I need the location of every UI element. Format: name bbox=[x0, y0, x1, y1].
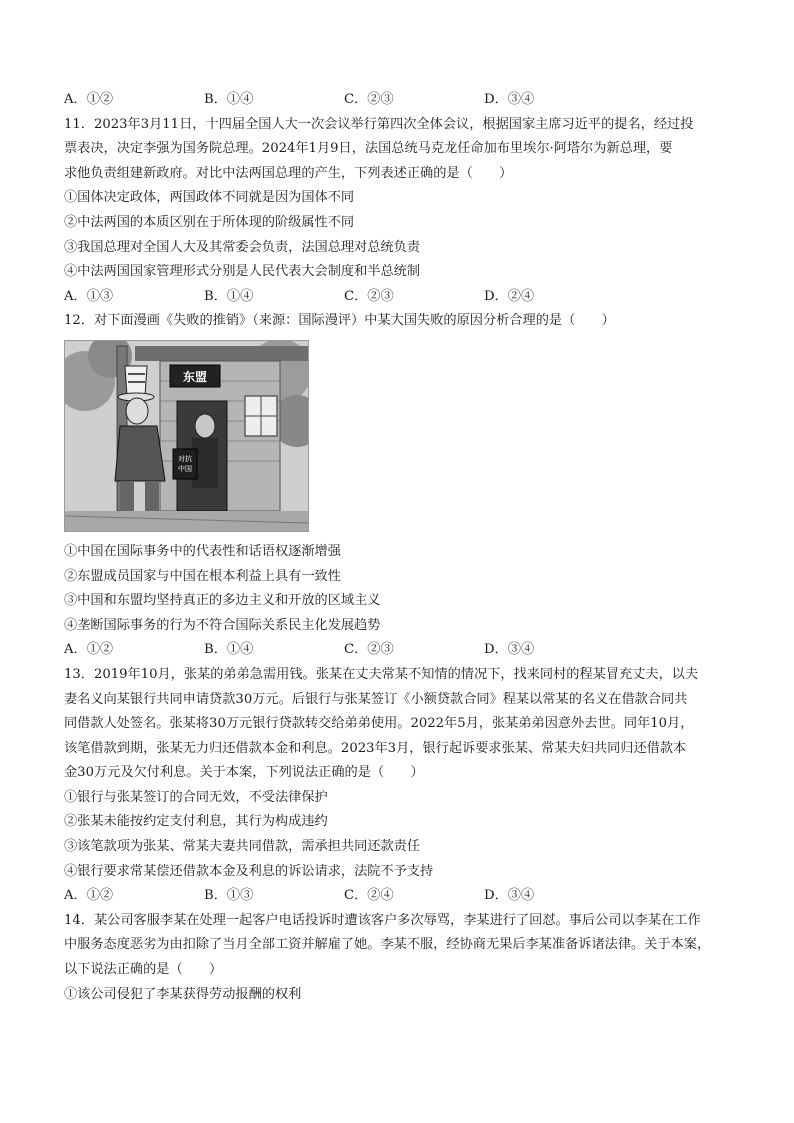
option-b: B．①③ bbox=[204, 888, 254, 904]
statement-item: ②张某未能按约定支付利息，其行为构成违约 bbox=[64, 814, 328, 830]
statement-item: ④中法两国国家管理形式分别是人民代表大会制度和半总统制 bbox=[64, 264, 421, 280]
option-c: C．②④ bbox=[344, 888, 394, 904]
option-a: A．①② bbox=[64, 92, 114, 107]
option-a: A．①② bbox=[64, 888, 114, 904]
box-text-2: 中国 bbox=[178, 464, 192, 473]
option-c: C．②③ bbox=[344, 642, 394, 658]
box-text-1: 对抗 bbox=[178, 454, 192, 463]
statement-item: ②东盟成员国家与中国在根本利益上具有一致性 bbox=[64, 568, 341, 584]
question-stem: 中服务态度恶劣为由扣除了当月全部工资并解雇了她。李某不服，经协商无果后李某准备诉诸法律。关于本案， bbox=[64, 937, 711, 953]
question-stem: 该笔借款到期，张某无力归还借款本金和利息。2023年3月，银行起诉要求张某、常某夫妇共同归还借款本 bbox=[64, 740, 687, 756]
question-stem: 13．2019年10月，张某的弟弟急需用钱。张某在丈夫常某不知情的情况下，找来同村的程某冒充丈夫，以夫 bbox=[64, 666, 699, 682]
option-c: C．②③ bbox=[344, 92, 394, 107]
question-12 bbox=[64, 309, 732, 663]
question-14 bbox=[64, 909, 732, 1007]
question-11 bbox=[64, 113, 732, 310]
question-stem: 求他负责组建新政府。对比中法两国总理的产生，下列表述正确的是（ ） bbox=[64, 165, 513, 181]
option-d: D．③④ bbox=[484, 92, 535, 107]
option-b: B．①④ bbox=[204, 642, 254, 658]
question-stem: 11．2023年3月11日，十四届全国人大一次会议举行第四次全体会议，根据国家主席习近平的提名，经过投 bbox=[64, 116, 694, 132]
question-13 bbox=[64, 663, 732, 909]
statement-item: ④银行要求常某偿还借款本金及利息的诉讼请求，法院不予支持 bbox=[64, 863, 434, 879]
option-d: D．③④ bbox=[484, 888, 535, 904]
statement-item: ①国体决定政体，两国政体不同就是因为国体不同 bbox=[64, 190, 355, 206]
question-stem: 12．对下面漫画《失败的推销》（来源：国际漫评）中某大国失败的原因分析合理的是（ ） bbox=[64, 313, 615, 329]
statement-item: ①中国在国际事务中的代表性和话语权逐渐增强 bbox=[64, 543, 341, 559]
q10-options bbox=[64, 88, 732, 113]
question-stem: 同借款人处签名。张某将30万元银行贷款转交给弟弟使用。2022年5月，张某弟弟因意外去世。同年10月， bbox=[64, 716, 694, 732]
option-a: A．①③ bbox=[64, 288, 114, 304]
option-b: B．①④ bbox=[204, 92, 254, 107]
answer-options bbox=[64, 884, 732, 909]
cartoon-image bbox=[64, 340, 309, 532]
statement-item: ④垄断国际事务的行为不符合国际关系民主化发展趋势 bbox=[64, 617, 381, 633]
answer-options bbox=[64, 638, 732, 663]
statement-item: ③中国和东盟均坚持真正的多边主义和开放的区域主义 bbox=[64, 593, 381, 609]
statement-item: ③该笔款项为张某、常某夫妻共同借款，需承担共同还款责任 bbox=[64, 839, 421, 855]
statement-item: ③我国总理对全国人大及其常委会负责，法国总理对总统负责 bbox=[64, 239, 421, 255]
statement-item: ②中法两国的本质区别在于所体现的阶级属性不同 bbox=[64, 214, 355, 230]
cartoon-illustration bbox=[65, 341, 308, 531]
exam-page bbox=[64, 88, 732, 1007]
answer-options bbox=[64, 285, 732, 310]
question-stem: 14．某公司客服李某在处理一起客户电话投诉时遭该客户多次辱骂，李某进行了回怼。事后公司以李某在工作 bbox=[64, 912, 701, 928]
option-d: D．③④ bbox=[484, 642, 535, 658]
statement-item: ①银行与张某签订的合同无效，不受法律保护 bbox=[64, 789, 328, 805]
question-stem: 妻名义向某银行共同申请贷款30万元。后银行与张某签订《小额贷款合同》程某以常某的名义在借款合同共 bbox=[64, 691, 688, 707]
sign-text: 东盟 bbox=[182, 369, 208, 384]
question-stem: 票表决，决定李强为国务院总理。2024年1月9日，法国总统马克龙任命加布里埃尔·阿塔尔为新总理，要 bbox=[64, 141, 673, 157]
option-c: C．②③ bbox=[344, 288, 394, 304]
option-a: A．①② bbox=[64, 642, 114, 658]
option-d: D．②④ bbox=[484, 288, 535, 304]
question-stem: 以下说法正确的是（ ） bbox=[64, 962, 223, 978]
statement-item: ①该公司侵犯了李某获得劳动报酬的权利 bbox=[64, 986, 302, 1002]
option-b: B．①④ bbox=[204, 288, 254, 304]
question-stem: 金30万元及欠付利息。关于本案，下列说法正确的是（ ） bbox=[64, 765, 424, 781]
